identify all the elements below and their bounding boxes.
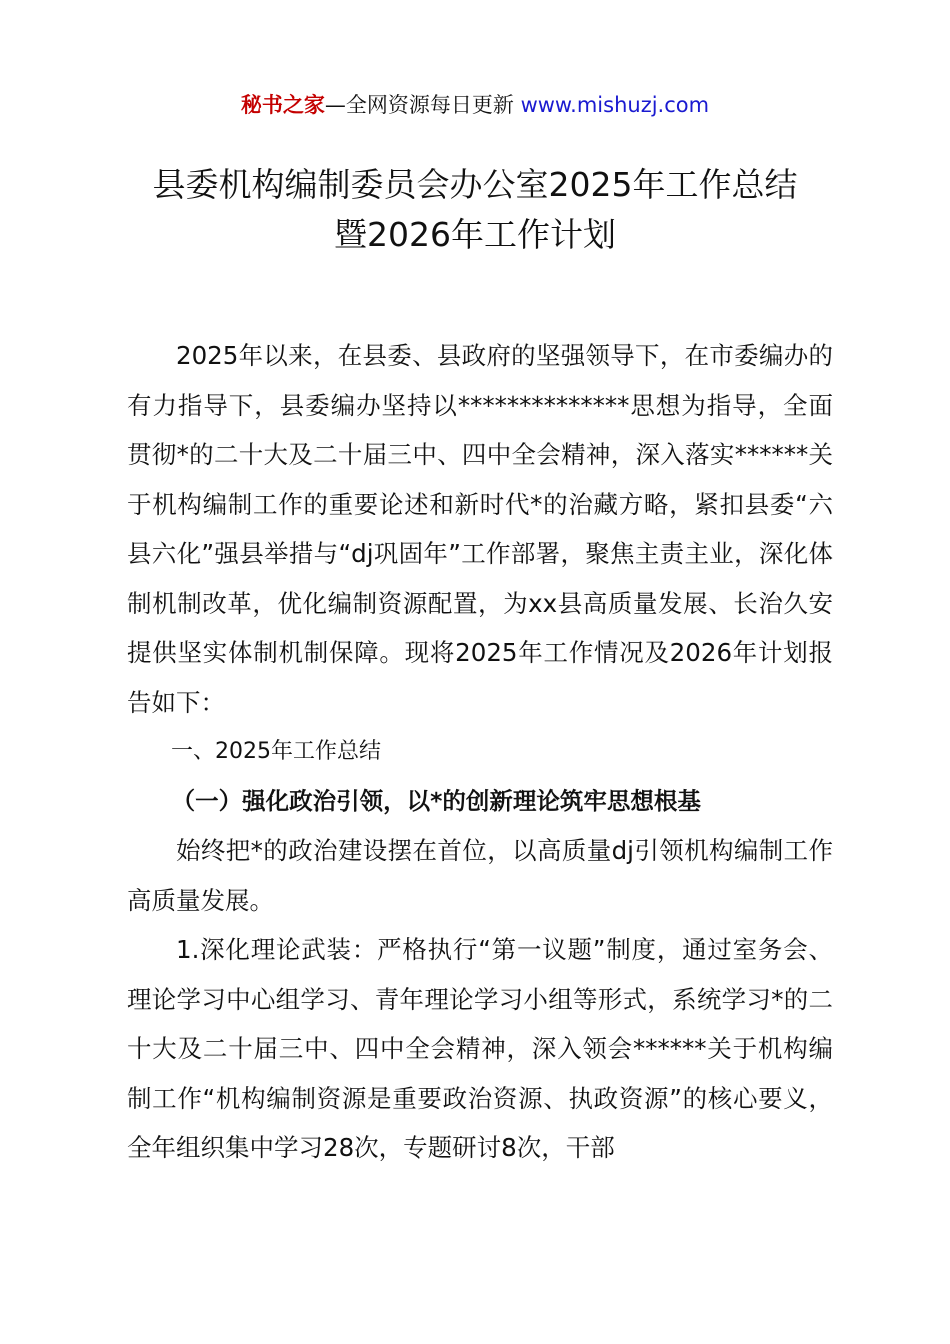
body-paragraph-2: 1.深化理论武装：严格执行“第一议题”制度，通过室务会、理论学习中心组学习、青年理论学习小组等形式，系统学习*的二十大及二十届三中、四中全会精神，深入领会******关于机构编制工作“机构编制资源是重要政治资源、执政资源”的核心要义，全年组织集中学习28次，专题研讨8次，干部 [127, 935, 833, 1162]
intro-paragraph: 2025年以来，在县委、县政府的坚强领导下，在市委编办的有力指导下，县委编办坚持以**************思想为指导，全面贯彻*的二十大及二十届三中、四中全会精神，深入落实******关于机构编制工作的重要论述和新时代*的治藏方略，紧扣县委“六县六化”强县举措与“dj巩固年”工作部署，聚焦主责主业，深化体制机制改革，优化编制资源配置，为xx县高质量发展、长治久安提供坚实体制机制保障。现将2025年工作情况及2026年计划报告如下： [127, 341, 833, 717]
subsection-heading-1: （一）强化政治引领，以*的创新理论筑牢思想根基 [171, 786, 701, 815]
body-paragraph-1: 始终把*的政治建设摆在首位，以高质量dj引领机构编制工作高质量发展。 [127, 836, 833, 915]
document-title [0, 160, 950, 260]
site-url-link[interactable]: www.mishuzj.com [520, 93, 710, 117]
document-title-line-1: 县委机构编制委员会办公室2025年工作总结 [152, 165, 798, 204]
section-heading-1: 一、2025年工作总结 [171, 739, 381, 764]
site-brand: 秘书之家 [240, 93, 325, 117]
site-tagline: —全网资源每日更新 [324, 93, 521, 117]
site-header [0, 88, 950, 122]
document-title-line-2: 暨2026年工作计划 [334, 215, 616, 254]
document-body [127, 331, 833, 1173]
